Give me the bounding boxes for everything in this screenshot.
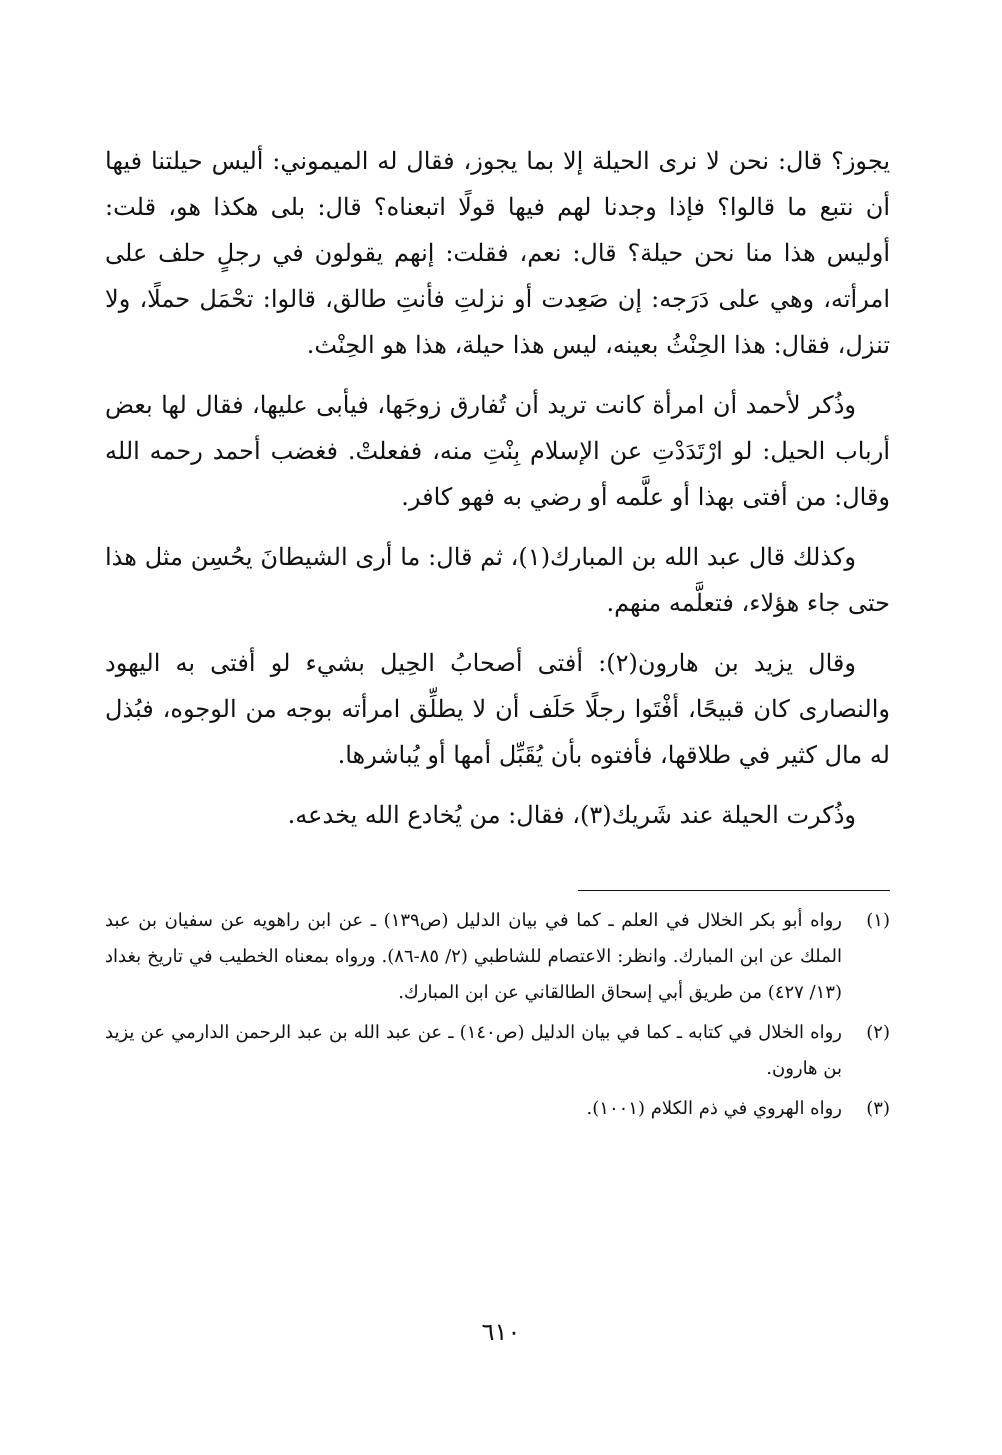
footnote-number: (٢): [866, 1022, 890, 1043]
footnote-3: [105, 1091, 890, 1127]
paragraph-yazid-ibn-harun: وقال يزيد بن هارون(٢): أفتى أصحابُ الحِيل بشيء لو أفتى به اليهود والنصارى كان قبيحًا، أفْتَوا رجلًا حَلَف أن لا يطلِّق امرأته بوجه من الوجوه، فبُذل له مال كثير في طلاقها، فأفتوه بأن يُقَبِّل أمها أو يُباشرها.: [105, 649, 890, 769]
footnotes: [105, 903, 890, 1127]
page-number: ٦١٠: [481, 1318, 521, 1346]
footnote-2: [105, 1015, 890, 1087]
footnote-separator: [578, 890, 890, 891]
paragraph-ahmad-ruling: وذُكر لأحمد أن امرأة كانت تريد أن تُفارق زوجَها، فيأبى عليها، فقال لها بعض أرباب الحيل: لو ارْتَدَدْتِ عن الإسلام بِنْتِ منه، ففعلتْ. فغضب أحمد رحمه الله وقال: من أفتى بهذا أو علَّمه أو رضي به فهو كافر.: [105, 391, 890, 511]
footnote-number: (٣): [866, 1098, 890, 1119]
paragraph-continued: يجوز؟ قال: نحن لا نرى الحيلة إلا بما يجوز، فقال له الميموني: أليس حيلتنا فيها أن نتبع ما قالوا؟ فإذا وجدنا لهم فيها قولًا اتبعناه؟ قال: بلى هكذا هو، قلت: أوليس هذا منا نحن حيلة؟ قال: نعم، فقلت: إنهم يقولون في رجلٍ حلف على امرأته، وهي على دَرَجه: إن صَعِدت أو نزلتِ فأنتِ طالق، قالوا: تحْمَل حملًا، ولا تنزل، فقال: هذا الحِنْثُ بعينه، ليس هذا حيلة، هذا هو الحِنْث.: [105, 147, 890, 359]
footnote-1: [105, 903, 890, 1011]
paragraph-ibn-almubarak: وكذلك قال عبد الله بن المبارك(١)، ثم قال: ما أرى الشيطانَ يحُسِن مثل هذا حتى جاء هؤلاء، فتعلَّمه منهم.: [105, 543, 890, 617]
paragraph-sharik: وذُكرت الحيلة عند شَريك(٣)، فقال: من يُخادع الله يخدعه.: [287, 801, 856, 829]
main-text: [105, 138, 890, 838]
footnote-number: (١): [866, 910, 890, 931]
footnote-text: رواه الخلال في كتابه ـ كما في بيان الدليل (ص١٤٠) ـ عن عبد الله بن عبد الرحمن الدارمي عن يزيد بن هارون.: [105, 1022, 842, 1079]
footnote-text: رواه الهروي في ذم الكلام (١٠٠١).: [586, 1098, 842, 1119]
book-page: [105, 138, 890, 1131]
footnote-text: رواه أبو بكر الخلال في العلم ـ كما في بيان الدليل (ص١٣٩) ـ عن ابن راهويه عن سفيان بن عبد الملك عن ابن المبارك. وانظر: الاعتصام للشاطبي (٢/ ٨٥-٨٦). ورواه بمعناه الخطيب في تاريخ بغداد (١٣/ ٤٢٧) من طريق أبي إسحاق الطالقاني عن ابن المبارك.: [105, 910, 842, 1003]
